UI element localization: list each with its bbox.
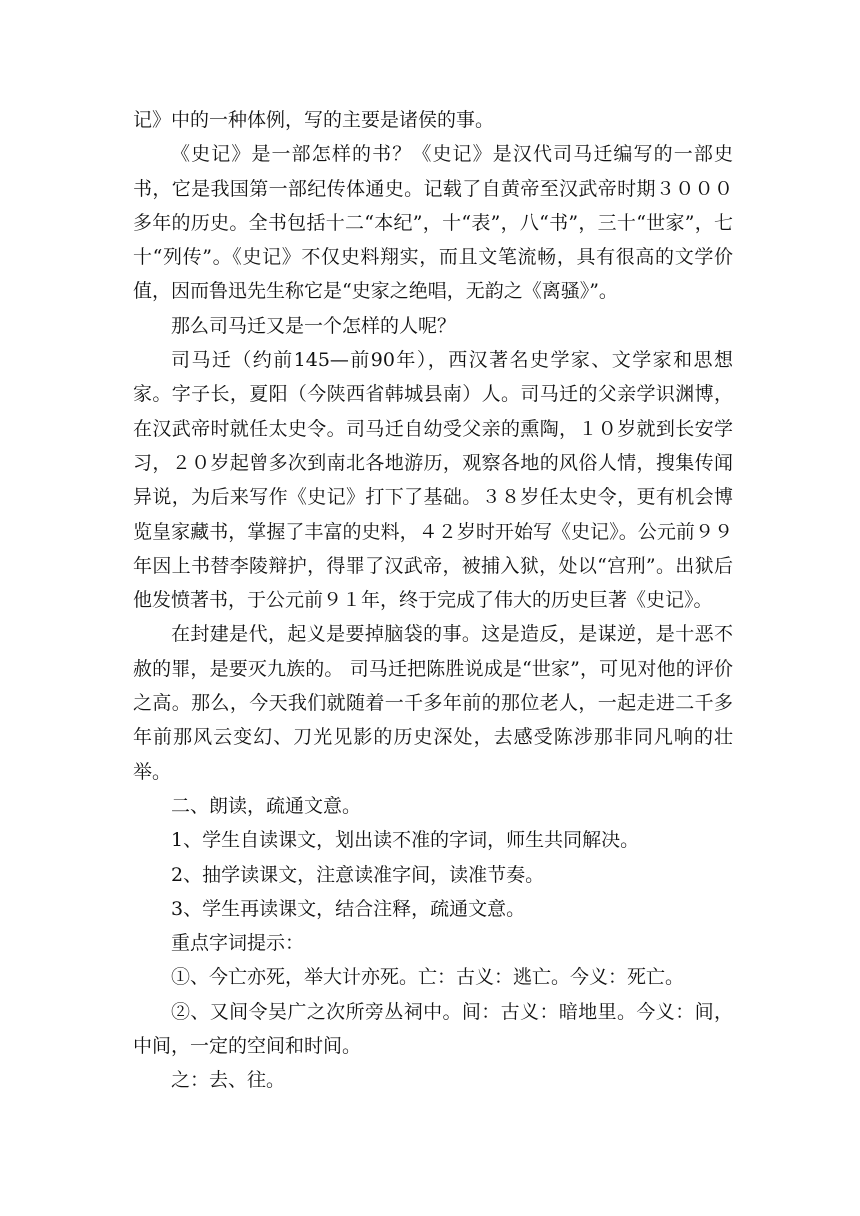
paragraph-5: 在封建是代，起义是要掉脑袋的事。这是造反，是谋逆，是十恶不赦的罪，是要灭九族的。 司马迁把陈胜说成是“世家”，可见对他的评价之高。那么，今天我们就随着一千多年前的那位老人，一起走进二千多年前那风云变幻、刀光见影的历史深处，去感受陈涉那非同凡响的壮举。 [133, 623, 733, 783]
list-item-2: 2、抽学读课文，注意读准字间，读准节奏。 [171, 863, 545, 886]
paragraph-3: 那么司马迁又是一个怎样的人呢？ [171, 314, 457, 337]
document-body [133, 103, 733, 1098]
key-word-3: 之：去、往。 [171, 1069, 286, 1092]
key-words-heading: 重点字词提示： [171, 932, 305, 955]
list-item-1: 1、学生自读课文，划出读不准的字词，师生共同解决。 [171, 829, 640, 852]
paragraph-1: 记》中的一种体例，写的主要是诸侯的事。 [133, 109, 495, 131]
list-item-3: 3、学生再读课文，结合注释，疏通文意。 [171, 897, 526, 920]
key-word-1: ①、今亡亦死，举大计亦死。亡：古义：逃亡。今义：死亡。 [171, 966, 685, 989]
section-heading: 二、朗读，疏通文意。 [171, 794, 362, 817]
key-word-2: ②、又间令吴广之次所旁丛祠中。间：古义：暗地里。今义：间，中间，一定的空间和时间。 [133, 1000, 733, 1058]
paragraph-4: 司马迁（约前145—前90年），西汉著名史学家、文学家和思想家。字子长，夏阳（今陕西省韩城县南）人。司马迁的父亲学识渊博，在汉武帝时就任太史令。司马迁自幼受父亲的熏陶，１０岁就到长安学习，２０岁起曾多次到南北各地游历，观察各地的风俗人情，搜集传闻异说，为后来写作《史记》打下了基础。３８岁任太史令，更有机会博览皇家藏书，掌握了丰富的史料，４２岁时开始写《史记》。公元前９９年因上书替李陵辩护，得罪了汉武帝，被捕入狱，处以“宫刑”。出狱后他发愤著书，于公元前９１年，终于完成了伟大的历史巨著《史记》。 [133, 349, 733, 612]
paragraph-2: 《史记》是一部怎样的书？《史记》是汉代司马迁编写的一部史书，它是我国第一部纪传体通史。记载了自黄帝至汉武帝时期３０００多年的历史。全书包括十二“本纪”，十“表”，八“书”，三十“世家”，七十“列传”。《史记》不仅史料翔实，而且文笔流畅，具有很高的文学价值，因而鲁迅先生称它是“史家之绝唱，无韵之《离骚》”。 [133, 143, 733, 303]
